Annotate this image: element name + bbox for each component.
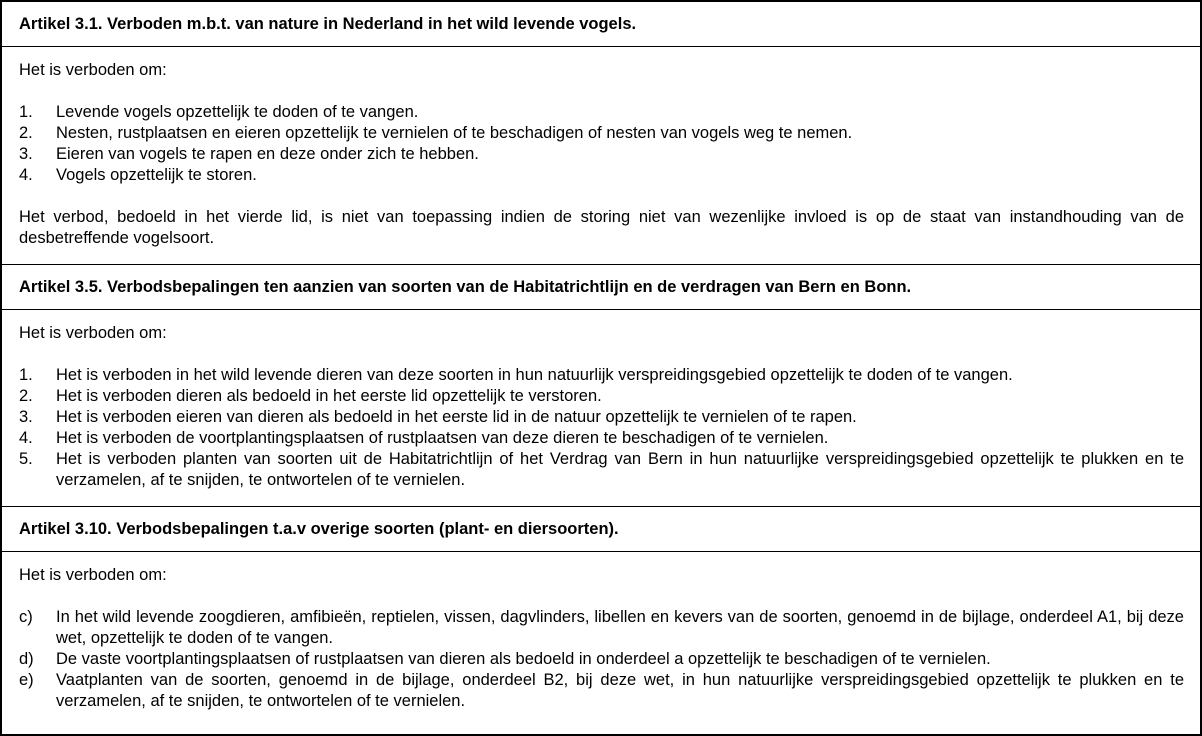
article-3-5-intro: Het is verboden om:	[19, 324, 167, 342]
list-item	[19, 670, 1184, 712]
article-3-5-list	[19, 365, 1184, 491]
article-3-5-title: Artikel 3.5. Verbodsbepalingen ten aanzien van soorten van de Habitatrichtlijn en de verdragen van Bern en Bonn.	[19, 278, 912, 296]
article-3-5-body-row	[2, 309, 1200, 506]
article-3-1-body-row	[2, 46, 1200, 264]
list-item-text: De vaste voortplantingsplaatsen of rustplaatsen van dieren als bedoeld in onderdeel a opzettelijk te beschadigen of te vernielen.	[56, 650, 991, 668]
list-marker: 2.	[19, 387, 33, 405]
list-item-text: Het is verboden de voortplantingsplaatsen of rustplaatsen van deze dieren te beschadigen of te vernielen.	[56, 429, 829, 447]
list-item	[19, 102, 1184, 123]
list-item-text: Levende vogels opzettelijk te doden of te vangen.	[56, 103, 419, 121]
list-item-text: In het wild levende zoogdieren, amfibieën, reptielen, vissen, dagvlinders, libellen en kevers van de soorten, genoemd in de bijlage, onderdeel A1, bij deze wet, opzettelijk te doden of te vangen.	[56, 608, 1184, 647]
list-item	[19, 607, 1184, 649]
article-3-10-intro: Het is verboden om:	[19, 566, 167, 584]
list-item	[19, 365, 1184, 386]
list-marker: c)	[19, 608, 33, 626]
list-item	[19, 123, 1184, 144]
article-3-1-header-row	[2, 2, 1200, 46]
list-item-text: Het is verboden planten van soorten uit de Habitatrichtlijn of het Verdrag van Bern in hun natuurlijke verspreidingsgebied opzettelijk te plukken en te verzamelen, af te snijden, te ontwortelen of te vernielen.	[56, 450, 1184, 489]
list-marker: 1.	[19, 366, 33, 384]
list-marker: e)	[19, 671, 34, 689]
list-marker: 4.	[19, 429, 33, 447]
article-3-1-list	[19, 102, 1184, 186]
article-3-5-header-row	[2, 264, 1200, 309]
article-3-10-header-row	[2, 506, 1200, 551]
list-item	[19, 449, 1184, 491]
list-item-text: Nesten, rustplaatsen en eieren opzettelijk te vernielen of te beschadigen of nesten van vogels weg te nemen.	[56, 124, 853, 142]
list-item-text: Vaatplanten van de soorten, genoemd in de bijlage, onderdeel B2, bij deze wet, in hun natuurlijke verspreidingsgebied opzettelijk te plukken en te verzamelen, af te snijden, te ontwortelen of te vernielen.	[56, 671, 1184, 710]
list-item-text: Eieren van vogels te rapen en deze onder zich te hebben.	[56, 145, 479, 163]
list-item	[19, 649, 1184, 670]
article-3-10-body-row	[2, 551, 1200, 727]
list-marker: 3.	[19, 145, 33, 163]
list-item	[19, 407, 1184, 428]
list-item	[19, 144, 1184, 165]
list-item-text: Het is verboden in het wild levende dieren van deze soorten in hun natuurlijk verspreidingsgebied opzettelijk te doden of te vangen.	[56, 366, 1013, 384]
list-item	[19, 165, 1184, 186]
list-marker: 2.	[19, 124, 33, 142]
list-item-text: Het is verboden dieren als bedoeld in het eerste lid opzettelijk te verstoren.	[56, 387, 602, 405]
article-3-10-title: Artikel 3.10. Verbodsbepalingen t.a.v overige soorten (plant- en diersoorten).	[19, 520, 619, 538]
list-marker: 4.	[19, 166, 33, 184]
list-item-text: Vogels opzettelijk te storen.	[56, 166, 257, 184]
list-item-text: Het is verboden eieren van dieren als bedoeld in het eerste lid in de natuur opzettelijk te vernielen of te rapen.	[56, 408, 857, 426]
list-item	[19, 428, 1184, 449]
article-3-1-exception-note: Het verbod, bedoeld in het vierde lid, is niet van toepassing indien de storing niet van wezenlijke invloed is op de staat van instandhouding van de desbetreffende vogelsoort.	[19, 208, 1184, 247]
list-marker: 5.	[19, 450, 33, 468]
list-marker: 3.	[19, 408, 33, 426]
list-item	[19, 386, 1184, 407]
article-3-1-title: Artikel 3.1. Verboden m.b.t. van nature in Nederland in het wild levende vogels.	[19, 15, 637, 33]
list-marker: 1.	[19, 103, 33, 121]
article-3-10-list	[19, 607, 1184, 712]
article-3-1-intro: Het is verboden om:	[19, 61, 167, 79]
list-marker: d)	[19, 650, 34, 668]
